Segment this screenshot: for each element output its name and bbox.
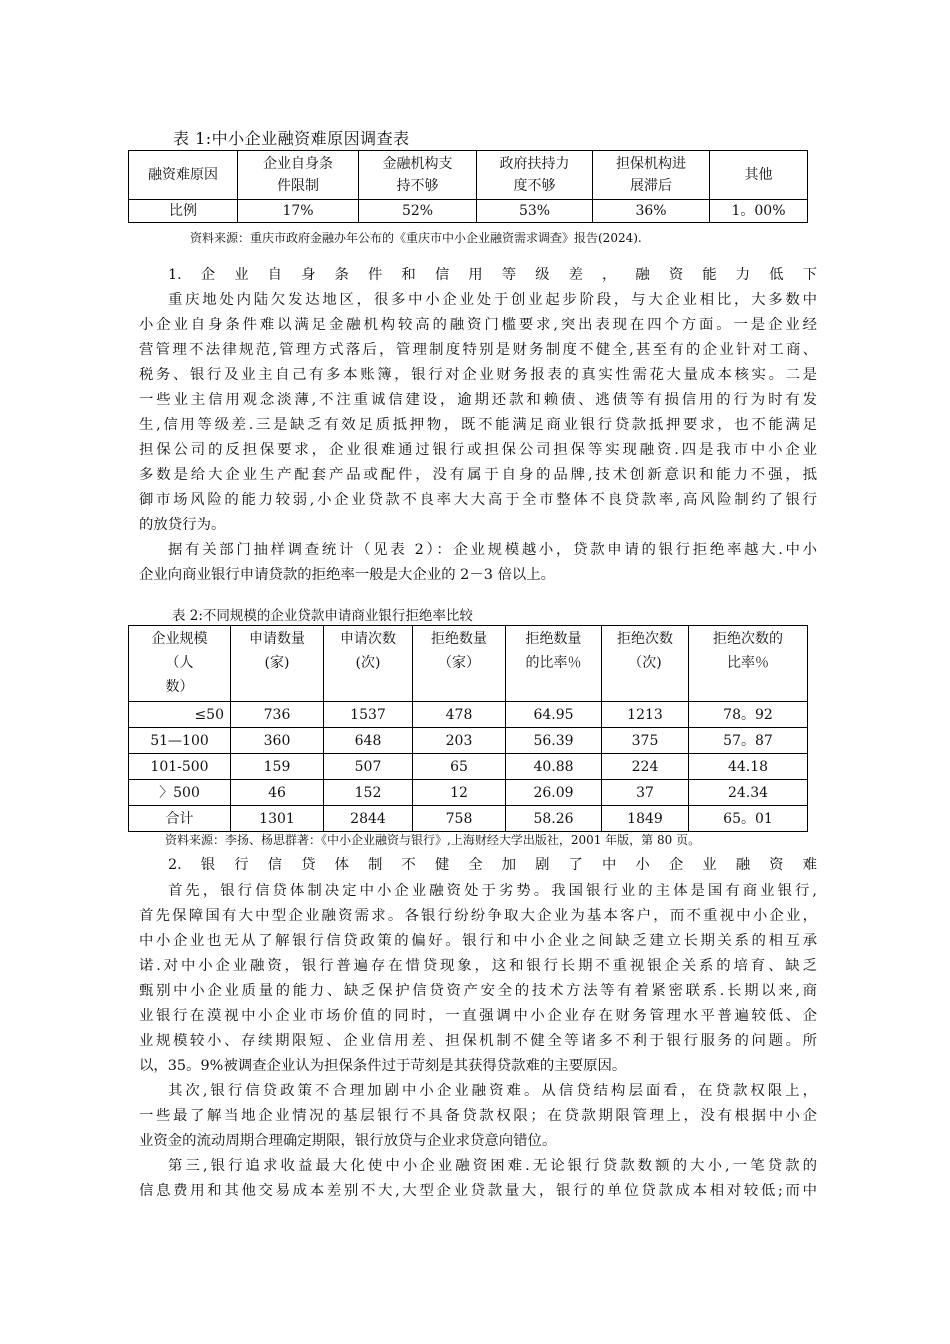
table2-cell: 37 [602,780,689,806]
table2-header-cell: 企业规模 （人 数） [129,626,231,702]
table2-cell: 159 [231,754,324,780]
section1-paragraph-2: 据有关部门抽样调查统计（见表 2）：企业规模越小，贷款申请的银行拒绝率越大.中小 企业向商业银行申请贷款的拒绝率一般是大企业的 2－3 倍以上。 [139,542,817,583]
table1 [128,150,808,223]
table1-title: 表 1:中小企业融资难原因调查表 [173,129,410,148]
table2-title: 表 2:不同规模的企业贷款申请商业银行拒绝率比较 [172,608,473,624]
table1-cell: 比例 [129,200,238,223]
table2-header-cell: 拒绝数量 （家） [413,626,506,702]
section1-heading: 1.企业自身条件和信用等级差，融资能力低下 [168,267,817,283]
table1-cell: 52% [359,200,477,223]
table2-cell: 24.34 [689,780,808,806]
table2-cell: 203 [413,728,506,754]
table1-header-cell: 其他 [710,151,808,200]
table2 [128,625,808,832]
table2-row [129,702,808,728]
table1-cell: 17% [238,200,359,223]
table2-cell: 152 [324,780,413,806]
table2-header-cell: 申请次数 (次) [324,626,413,702]
section2-paragraph: 首先，银行信贷体制决定中小企业融资处于劣势。我国银行业的主体是国有商业银行, 首先保障国有大中型企业融资需求。各银行纷纷争取大企业为基本客户，而不重视中小企业， 中小企业也无从了解银行信贷政策的偏好。银行和中小企业之间缺乏建立长期关系的相互承 诺.对中小企业融资，银行普遍存在惜贷现象，这和银行长期不重视银企关系的培育、缺乏 甄别中小企业质量的能力、缺乏保护信贷资产安全的技术方法等有着紧密联系.长期以来,商 业银行在漠视中小企业市场价值的同时，一直强调中小企业存在财务管理水平普遍较低、企 业规模较小、存续期限短、企业信用差、担保机制不健全等诸多不利于银行服务的问题。所 以，35。9%被调查企业认为担保条件过于苛刻是其获得贷款难的主要原因。 [139,883,817,1074]
table2-cell: 375 [602,728,689,754]
table2-cell: 101-500 [129,754,231,780]
table1-header-row [129,151,808,200]
table2-cell: 〉500 [129,780,231,806]
table2-cell: 51—100 [129,728,231,754]
table1-cell: 36% [593,200,710,223]
table2-cell: 360 [231,728,324,754]
section1-paragraph: 重庆地处内陆欠发达地区，很多中小企业处于创业起步阶段，与大企业相比，大多数中 小企业自身条件难以满足金融机构较高的融资门槛要求,突出表现在四个方面。一是企业经 营管理不法律规范,管理方式落后，管理制度特别是财务制度不健全,甚至有的企业针对工商、 税务、银行及业主自己有多本账簿，银行对企业财务报表的真实性需花大量成本核实。二是 一些业主信用观念淡薄,不注重诚信建设，逾期还款和赖债、逃债等有损信用的行为时有发 生,信用等级差.三是缺乏有效足质抵押物，既不能满足商业银行贷款抵押要求，也不能满足 担保公司的反担保要求，企业很难通过银行或担保公司担保等实现融资.四是我市中小企业 多数是给大企业生产配套产品或配件，没有属于自身的品牌,技术创新意识和能力不强，抵 御市场风险的能力较弱,小企业贷款不良率大大高于全市整体不良贷款率,高风险制约了银行 的放贷行为。 [139,292,817,533]
table1-source-note: 资料来源：重庆市政府金融办年公布的《重庆市中小企业融资需求调查》报告(2024). [190,231,642,245]
table2-cell: 44.18 [689,754,808,780]
table2-cell: ≤50 [129,702,231,728]
table2-cell: 648 [324,728,413,754]
table2-header-cell: 拒绝数量 的比率％ [506,626,602,702]
table2-cell: 58.26 [506,806,602,832]
table2-row [129,780,808,806]
table2-cell: 合计 [129,806,231,832]
table2-cell: 736 [231,702,324,728]
table2-cell: 26.09 [506,780,602,806]
table1-header-cell: 金融机构支 持不够 [359,151,477,200]
table2-row [129,806,808,832]
table2-cell: 46 [231,780,324,806]
section2-paragraph-3: 第三,银行追求收益最大化使中小企业融资困难.无论银行贷款数额的大小,一笔贷款的 信息费用和其他交易成本差别不大,大型企业贷款量大，银行的单位贷款成本相对较低;而中 [139,1158,817,1199]
table2-source-note: 资料来源：李扬、杨思群著：《中小企业融资与银行》,上海财经大学出版社，2001 年版，第 80 页。 [165,833,701,847]
table2-cell: 12 [413,780,506,806]
table2-cell: 65。01 [689,806,808,832]
table2-cell: 507 [324,754,413,780]
table2-cell: 65 [413,754,506,780]
table2-cell: 2844 [324,806,413,832]
table2-cell: 78。92 [689,702,808,728]
table2-cell: 1301 [231,806,324,832]
section2-heading: 2.银行信贷体制不健全加剧了中小企业融资难 [168,857,817,873]
table2-cell: 1213 [602,702,689,728]
section2-paragraph-2: 其次,银行信贷政策不合理加剧中小企业融资难。从信贷结构层面看，在贷款权限上， 一些最了解当地企业情况的基层银行不具备贷款权限；在贷款期限管理上，没有根据中小企 业资金的流动周期合理确定期限，银行放贷与企业求贷意向错位。 [139,1083,817,1149]
table1-row [129,200,808,223]
table2-row [129,754,808,780]
table1-header-cell: 政府扶持力 度不够 [477,151,593,200]
table2-header-cell: 拒绝次数的 比率％ [689,626,808,702]
table1-header-cell: 融资难原因 [129,151,238,200]
table2-cell: 56.39 [506,728,602,754]
table2-row [129,728,808,754]
table2-header-cell: 拒绝次数 （次) [602,626,689,702]
table2-header-row [129,626,808,702]
table1-cell: 53% [477,200,593,223]
table2-cell: 758 [413,806,506,832]
table2-cell: 224 [602,754,689,780]
table2-cell: 40.88 [506,754,602,780]
table2-cell: 1849 [602,806,689,832]
table2-header-cell: 申请数量 (家) [231,626,324,702]
table2-cell: 1537 [324,702,413,728]
table1-header-cell: 担保机构进 展滞后 [593,151,710,200]
table1-header-cell: 企业自身条 件限制 [238,151,359,200]
table2-cell: 57。87 [689,728,808,754]
table2-cell: 478 [413,702,506,728]
table1-cell: 1。00% [710,200,808,223]
table2-cell: 64.95 [506,702,602,728]
